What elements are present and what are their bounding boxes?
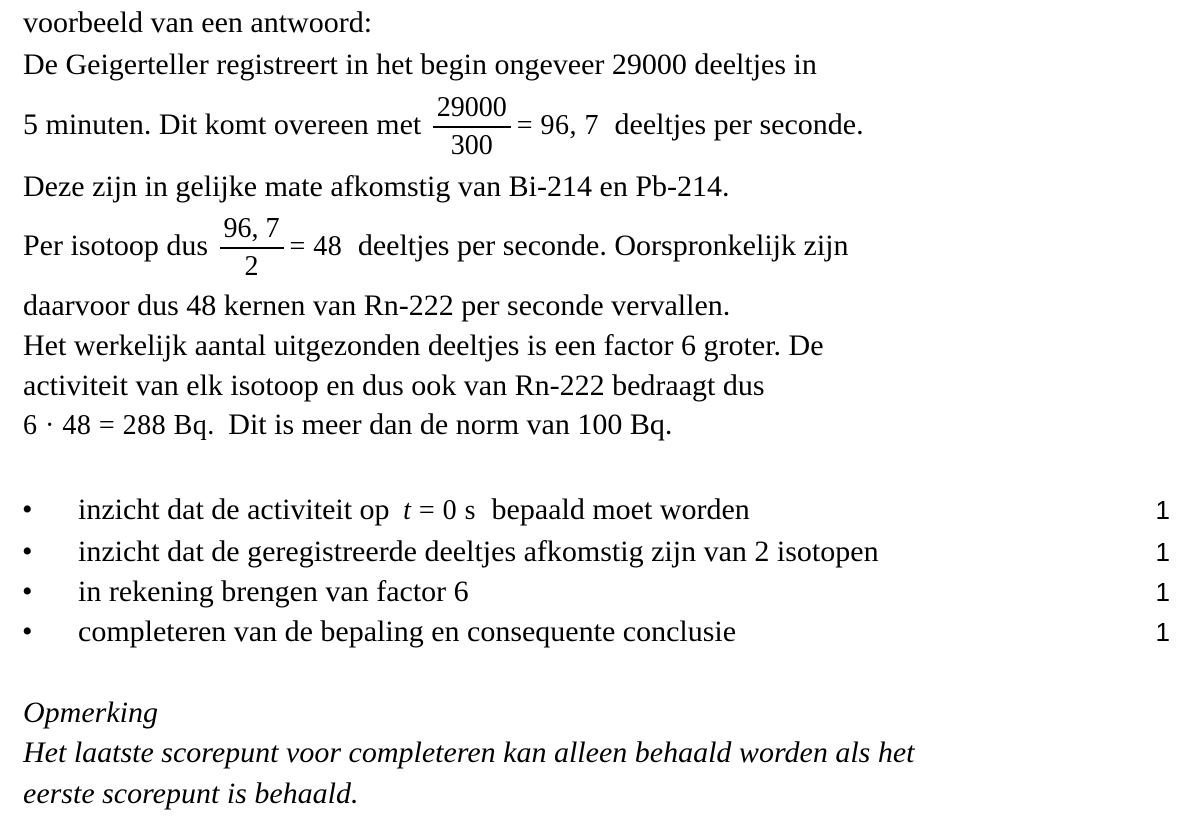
bullet-marker: • xyxy=(22,615,33,648)
remark-line-2: eerste scorepunt is behaald. xyxy=(23,777,359,810)
fraction-numerator: 96, 7 xyxy=(220,211,284,249)
score-points: 1 xyxy=(1155,577,1170,607)
remark-title: Opmerking xyxy=(23,696,158,729)
answer-line-4 xyxy=(23,211,849,285)
math-expression: = 0 s xyxy=(418,495,477,526)
answer-line-7: activiteit van elk isotoop en dus ook van Rn-222 bedraagt dus xyxy=(23,369,765,402)
scoring-item-text: completeren van de bepaling en consequente conclusie xyxy=(78,615,737,648)
fraction-numerator: 29000 xyxy=(433,90,511,128)
scoring-item-text-pre: inzicht dat de activiteit op xyxy=(78,493,390,526)
bullet-marker: • xyxy=(22,493,33,526)
equation-result: = 48 xyxy=(289,230,343,262)
scoring-item-text: inzicht dat de geregistreerde deeltjes afkomstig zijn van 2 isotopen xyxy=(78,535,879,568)
answer-line-5: daarvoor dus 48 kernen van Rn-222 per seconde vervallen. xyxy=(23,289,731,322)
answer-line-8-post: Dit is meer dan de norm van 100 Bq. xyxy=(228,408,673,441)
answer-line-3: Deze zijn in gelijke mate afkomstig van Bi-214 en Pb-214. xyxy=(23,170,730,203)
bullet-marker: • xyxy=(22,535,33,568)
scoring-item-text: in rekening brengen van factor 6 xyxy=(78,575,469,608)
scoring-item-text xyxy=(78,493,750,528)
answer-line-1: De Geigerteller registreert in het begin ongeveer 29000 deeltjes in xyxy=(23,48,817,81)
answer-line-2 xyxy=(23,90,864,164)
score-points: 1 xyxy=(1155,617,1170,647)
fraction-denominator: 2 xyxy=(244,251,259,282)
answer-line-2-post: deeltjes per seconde. xyxy=(614,107,864,141)
answer-line-4-post: deeltjes per seconde. Oorspronkelijk zijn xyxy=(357,228,849,262)
scoring-item xyxy=(0,493,1180,527)
answer-line-2-pre: 5 minuten. Dit komt overeen met xyxy=(23,107,422,141)
scoring-item xyxy=(0,575,1180,609)
equation-result: = 96, 7 xyxy=(516,109,600,141)
score-points: 1 xyxy=(1155,495,1170,525)
fraction-denominator: 300 xyxy=(450,130,493,161)
answer-line-4-pre: Per isotoop dus xyxy=(23,228,209,262)
bullet-marker: • xyxy=(22,575,33,608)
scoring-item xyxy=(0,615,1180,649)
math-variable-t: t xyxy=(403,495,412,526)
scoring-item xyxy=(0,535,1180,569)
answer-line-8 xyxy=(23,408,672,443)
fraction-29000-300 xyxy=(433,90,511,164)
fraction-96-7-2 xyxy=(220,211,284,285)
score-points: 1 xyxy=(1155,537,1170,567)
scoring-item-text-post: bepaald moet worden xyxy=(491,493,750,526)
remark-line-1: Het laatste scorepunt voor completeren kan alleen behaald worden als het xyxy=(23,736,915,769)
answer-line-6: Het werkelijk aantal uitgezonden deeltjes is een factor 6 groter. De xyxy=(23,329,824,362)
intro-text: voorbeeld van een antwoord: xyxy=(23,6,373,39)
activity-equation: 6 · 48 = 288 Bq. xyxy=(23,410,215,441)
